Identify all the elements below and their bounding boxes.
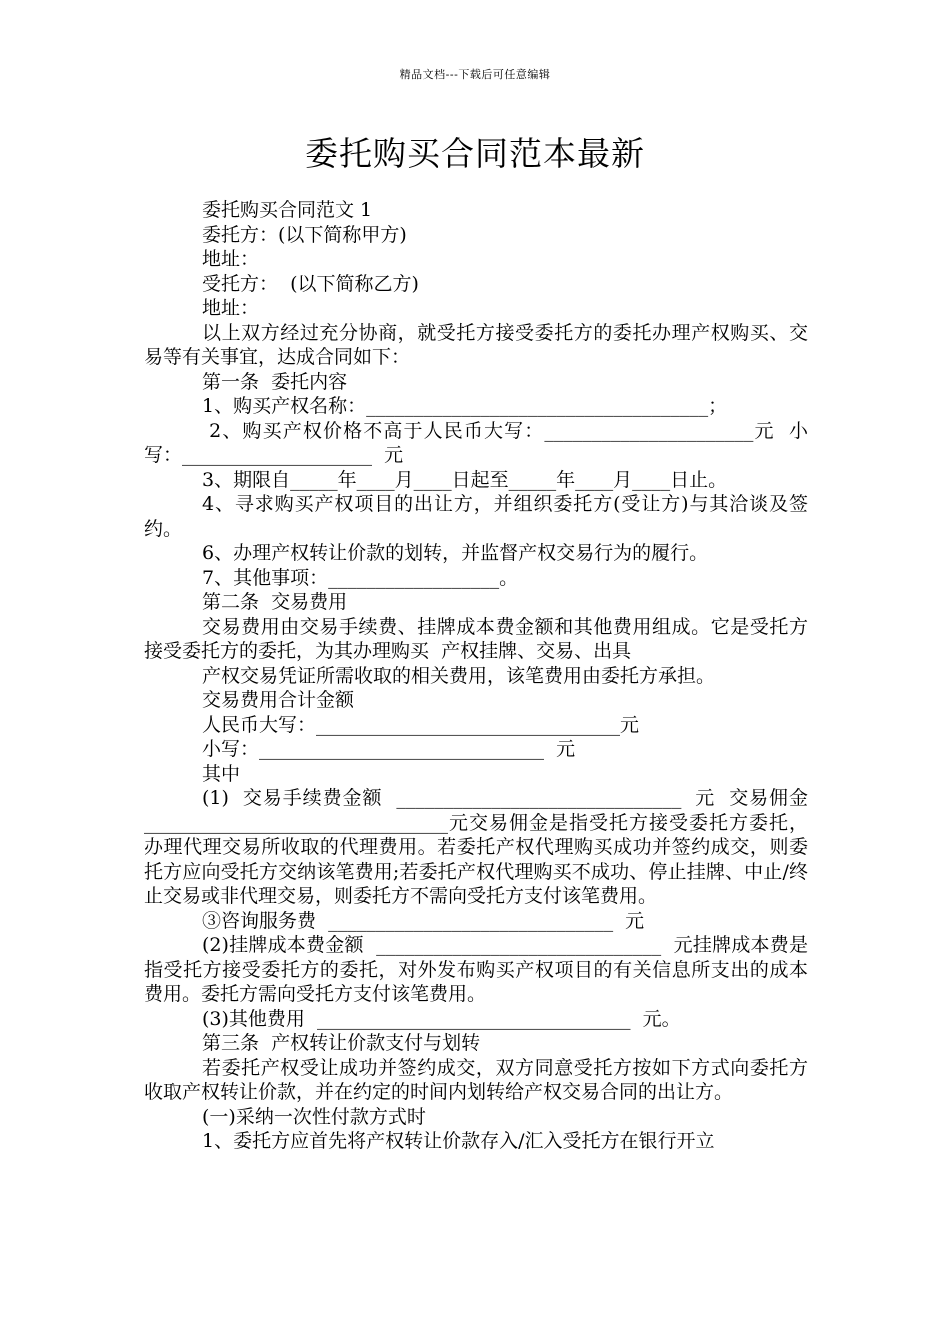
paragraph-fee-other: (3)其他费用 _________________________________ 元。 (202, 1007, 681, 1030)
paragraph-preamble: 以上双方经过充分协商，就受托方接受委托方的委托办理产权购买、交易等有关事宜，达成合同如下： (144, 321, 808, 368)
paragraph-fee-listing: (2)挂牌成本费金额 ______________________________ 元挂牌成本费是指受托方接受委托方的委托，对外发布购买产权项目的有关信息所支出的成本费用。委托方需向受托方支付该笔费用。 (144, 934, 808, 1005)
paragraph-fee-uppercase: 人民币大写：________________________________元 (202, 713, 640, 736)
paragraph-fee-description: 交易费用由交易手续费、挂牌成本费金额和其他费用组成。它是受托方接受委托方的委托，为其办理购买 产权挂牌、交易、出具 (144, 615, 808, 662)
paragraph-agent: 受托方： (以下简称乙方) (202, 272, 419, 295)
paragraph-fee-description-cont: 产权交易凭证所需收取的相关费用，该笔费用由委托方承担。 (202, 664, 716, 687)
paragraph-lump-sum-heading: (一)采纳一次性付款方式时 (202, 1105, 426, 1128)
paragraph-principal-address: 地址： (202, 248, 260, 270)
paragraph-item-7: 7、其他事项：__________________。 (202, 566, 519, 589)
paragraph-item-1: 1、购买产权名称：____________________________________； (202, 395, 728, 417)
paragraph-fee-total: 交易费用合计金额 (202, 689, 355, 711)
paragraph-fee-commission: (1) 交易手续费金额 ______________________________ 元 交易佣金________________________________元交易佣金是指受托方接受委托方委托，办理代理交易所收取的代理费用。若委托产权代理购买成功并签约成交，则委托方应向受托方交纳该笔费用;若委托产权代理购买不成功、停止挂牌、中止/终止交易或非代理交易，则委托方不需向受托方支付该笔费用。 (144, 787, 808, 907)
paragraph-principal: 委托方：(以下简称甲方) (202, 223, 407, 246)
section-heading-article-3: 第三条 产权转让价款支付与划转 (202, 1032, 481, 1054)
section-heading-article-1: 第一条 委托内容 (202, 370, 348, 393)
paragraph-fee-consulting: ③咨询服务费 ______________________________ 元 (202, 909, 645, 932)
document-title: 委托购买合同范本最新 (305, 134, 645, 173)
paragraph-item-2: 2、购买产权价格不高于人民币大写：______________________元 小写：____________________ 元 (144, 419, 808, 466)
section-heading-article-2: 第二条 交易费用 (202, 591, 348, 613)
paragraph-payment-terms: 若委托产权受让成功并签约成交，双方同意受托方按如下方式向委托方收取产权转让价款，并在约定的时间内划转给产权交易合同的出让方。 (144, 1056, 808, 1103)
paragraph-contract-subtitle: 委托购买合同范文 1 (202, 199, 373, 221)
paragraph-fee-lowercase: 小写：______________________________ 元 (202, 738, 576, 760)
paragraph-fee-breakdown: 其中 (202, 762, 241, 785)
header-note: 精品文档---下载后可任意编辑 (399, 68, 551, 81)
paragraph-agent-address: 地址： (202, 297, 260, 319)
paragraph-lump-sum-item-1: 1、委托方应首先将产权转让价款存入/汇入受托方在银行开立 (202, 1130, 715, 1152)
paragraph-item-4: 4、寻求购买产权项目的出让方，并组织委托方(受让方)与其洽谈及签约。 (144, 493, 808, 540)
paragraph-item-6: 6、办理产权转让价款的划转，并监督产权交易行为的履行。 (202, 542, 709, 564)
document-body (144, 198, 808, 1154)
paragraph-item-3: 3、期限自_____年____月____日起至_____年____月____日止。 (202, 468, 728, 491)
